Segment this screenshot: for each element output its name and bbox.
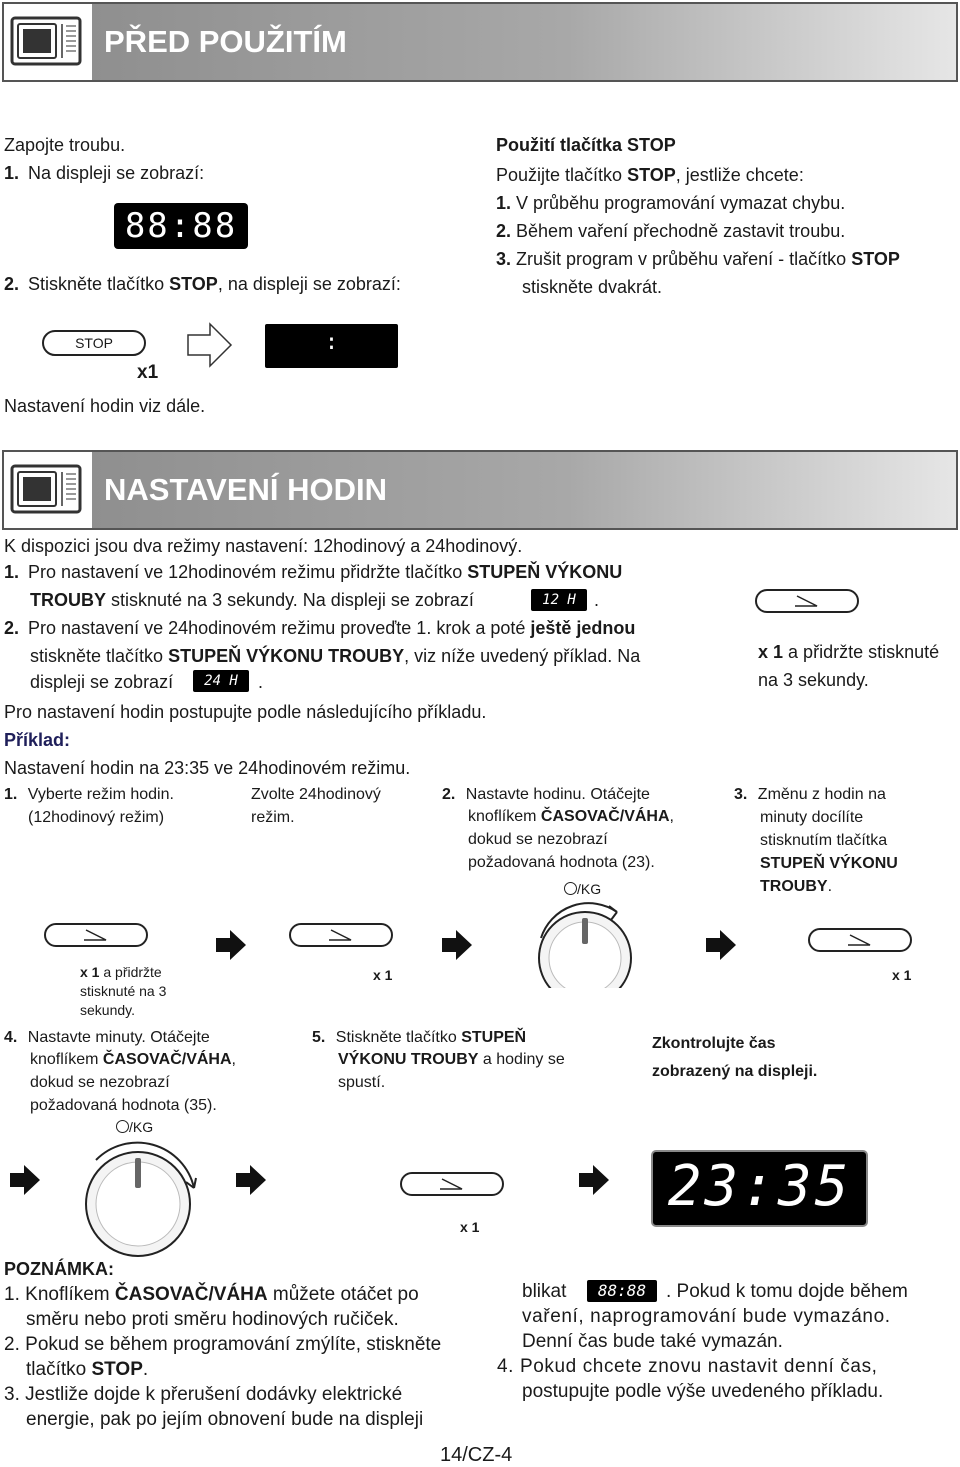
step3-text: 3. Změnu z hodin na — [734, 786, 886, 803]
press-count: x1 — [137, 362, 159, 383]
power-level-icon — [793, 595, 823, 609]
note-1: 1. Knoflíkem ČASOVAČ/VÁHA můžete otáčet po — [4, 1284, 419, 1305]
hold-instruction: x 1 a přidržte stisknuté — [758, 642, 940, 662]
power-level-button[interactable] — [44, 923, 148, 947]
display-final-time: 23:35 — [651, 1150, 868, 1227]
section-title: NASTAVENÍ HODIN — [104, 472, 388, 507]
section-header-clock — [2, 450, 958, 530]
clock-p5: displeji se zobrazí — [30, 672, 174, 692]
power-level-button[interactable] — [400, 1172, 504, 1196]
stop-usage-item-3-cont: stiskněte dvakrát. — [522, 277, 663, 297]
follow-text: Pro nastavení hodin postupujte podle následujícího příkladu. — [4, 702, 487, 722]
clock-p2: TROUBY stisknuté na 3 sekundy. Na displeji se zobrazí — [30, 590, 474, 610]
arrow-outline-icon — [186, 321, 234, 369]
clock-intro: K dispozici jsou dva režimy nastavení: 12hodinový a 24hodinový. — [4, 536, 523, 556]
power-level-icon — [82, 929, 112, 943]
step1-text: 1. Vyberte režim hodin. — [4, 786, 174, 803]
page-number: 14/CZ-4 — [440, 1444, 513, 1466]
microwave-icon — [4, 4, 94, 80]
note-2: 2. Pokud se během programování zmýlíte, stiskněte — [4, 1334, 442, 1355]
hold-note: x 1 a přidržte — [80, 964, 162, 980]
stop-button[interactable]: STOP — [42, 330, 146, 356]
step1b-text: Zvolte 24hodinový — [251, 786, 381, 803]
arrow-right-icon — [234, 1163, 268, 1197]
display-8888: 88:88 — [114, 203, 248, 249]
display-blank: : — [265, 324, 398, 368]
arrow-right-icon — [577, 1163, 611, 1197]
example-text: Nastavení hodin na 23:35 ve 24hodinovém režimu. — [4, 758, 411, 778]
arrow-right-icon — [704, 928, 738, 962]
step-1: 1. Na displeji se zobrazí: — [4, 163, 205, 183]
example-title: Příklad: — [4, 730, 71, 750]
power-level-icon — [438, 1178, 468, 1192]
note-4: 4. Pokud chcete znovu nastavit denní čas, — [497, 1356, 878, 1377]
stop-usage-line: Použijte tlačítko STOP, jestliže chcete: — [496, 165, 804, 185]
knob-label: /KG — [564, 880, 601, 899]
power-level-button[interactable] — [289, 923, 393, 947]
clock-note: Nastavení hodin viz dále. — [4, 396, 206, 416]
power-level-button[interactable] — [755, 589, 859, 613]
clock-icon — [116, 1120, 129, 1133]
step2-text: 2. Nastavte hodinu. Otáčejte — [442, 786, 650, 803]
press-count: x 1 — [460, 1219, 480, 1235]
stop-usage-item-3: 3. Zrušit program v průběhu vaření - tlačítko STOP — [496, 249, 900, 269]
note-3: 3. Jestliže dojde k přerušení dodávky elektrické — [4, 1384, 403, 1405]
arrow-right-icon — [440, 928, 474, 962]
step4-text: 4. Nastavte minuty. Otáčejte — [4, 1029, 210, 1046]
display-24h: 24 H — [193, 670, 249, 692]
display-8888-small: 88:88 — [587, 1280, 657, 1302]
stop-usage-item-1: 1. V průběhu programování vymazat chybu. — [496, 193, 846, 213]
display-12h: 12 H — [531, 589, 587, 611]
microwave-icon — [4, 452, 94, 528]
intro-text: Zapojte troubu. — [4, 135, 126, 155]
step-2: 2. Stiskněte tlačítko STOP, na displeji se zobrazí: — [4, 274, 401, 294]
note-3-cont: blikat — [522, 1281, 567, 1302]
section-title: PŘED POUŽITÍM — [104, 24, 347, 59]
clock-p1: 1. Pro nastavení ve 12hodinovém režimu přidržte tlačítko STUPEŇ VÝKONU — [4, 562, 623, 582]
clock-p3: 2. Pro nastavení ve 24hodinovém režimu proveďte 1. krok a poté ještě jednou — [4, 618, 636, 638]
timer-weight-knob[interactable] — [76, 1136, 206, 1261]
arrow-right-icon — [214, 928, 248, 962]
press-count: x 1 — [373, 967, 393, 983]
arrow-right-icon — [8, 1163, 42, 1197]
power-level-icon — [846, 934, 876, 948]
clock-icon — [564, 882, 577, 895]
knob-label: /KG — [116, 1118, 153, 1137]
stop-usage-item-2: 2. Během vaření přechodně zastavit troubu. — [496, 221, 846, 241]
check-text: Zkontrolujte čas — [652, 1035, 776, 1052]
press-count: x 1 — [892, 967, 912, 983]
power-level-icon — [327, 929, 357, 943]
section-header-before-use — [2, 2, 958, 82]
step5-text: 5. Stiskněte tlačítko STUPEŇ — [312, 1029, 527, 1046]
note-title: POZNÁMKA: — [4, 1259, 114, 1279]
hold-instruction-2: na 3 sekundy. — [758, 670, 869, 690]
power-level-button[interactable] — [808, 928, 912, 952]
clock-p4: stiskněte tlačítko STUPEŇ VÝKONU TROUBY, viz níže uvedený příklad. Na — [30, 646, 641, 666]
stop-usage-title: Použití tlačítka STOP — [496, 135, 676, 155]
timer-weight-knob[interactable] — [525, 898, 645, 988]
